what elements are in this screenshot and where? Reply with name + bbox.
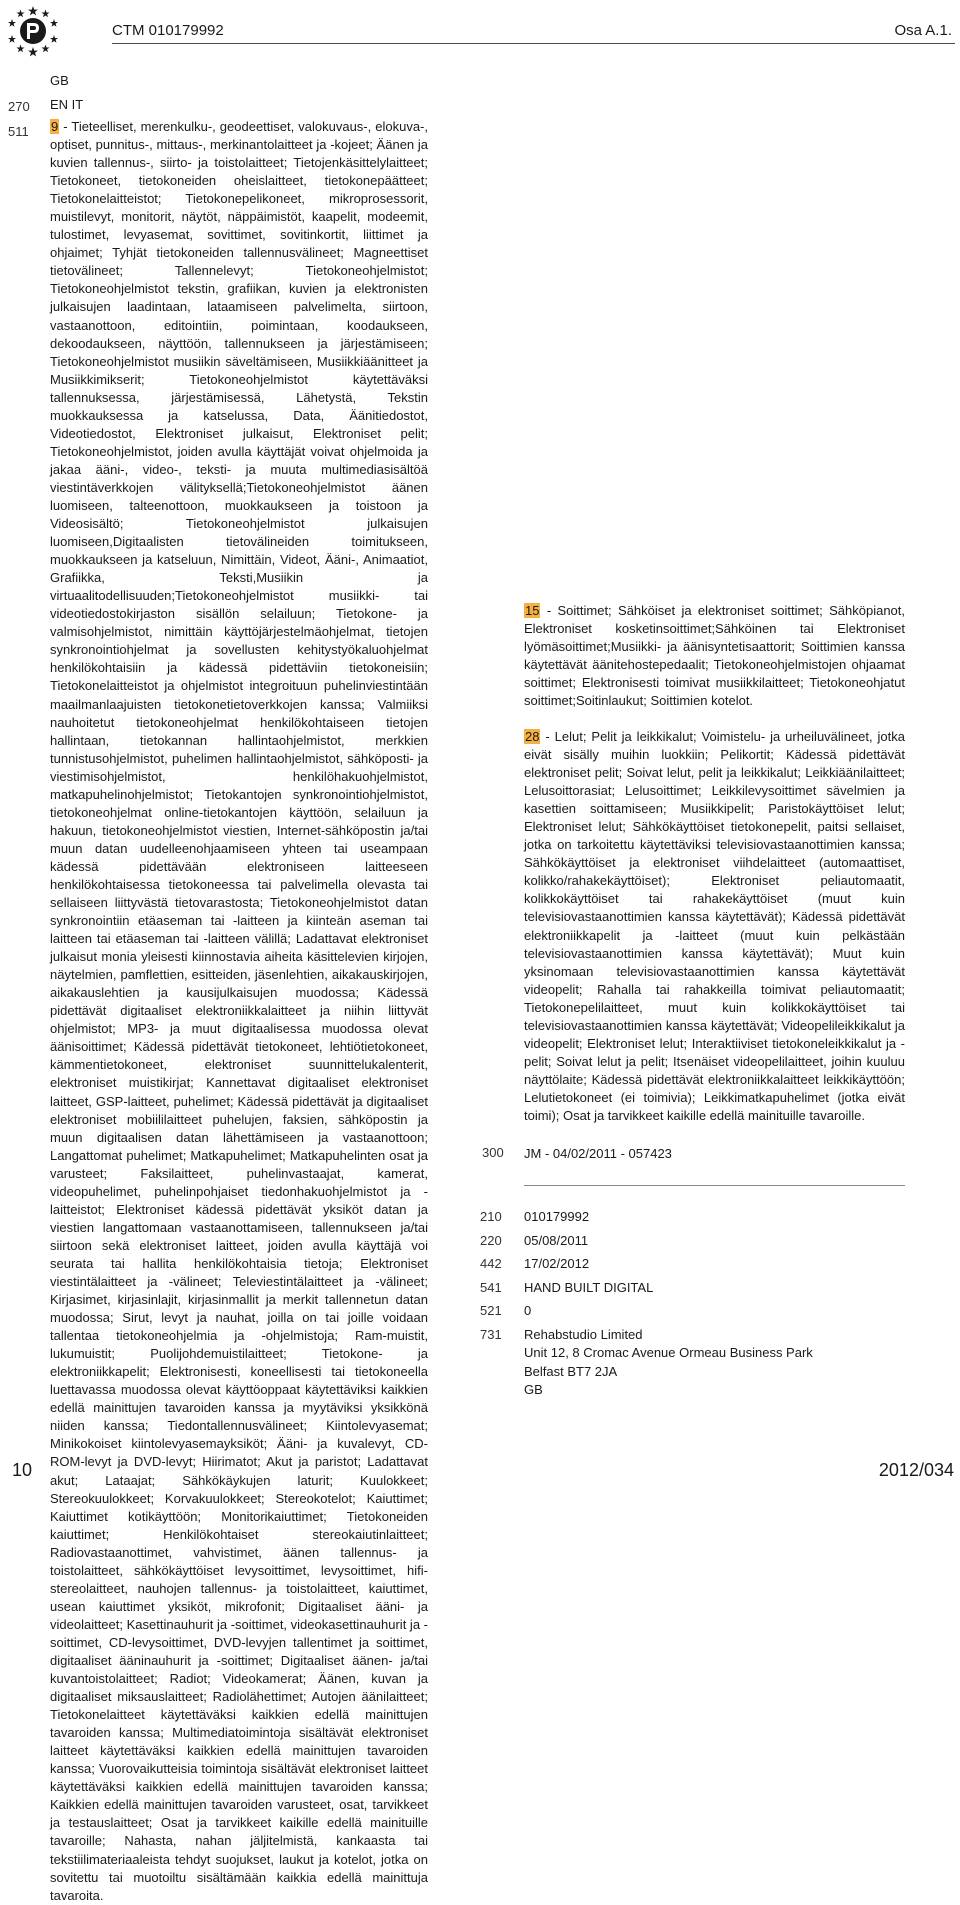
section-label: Osa A.1. — [894, 22, 952, 39]
biblio-code: 442 — [480, 1256, 502, 1271]
biblio-code: 521 — [480, 1303, 502, 1318]
class-9-paragraph — [50, 118, 428, 1905]
header-rule — [112, 43, 955, 44]
code-270: 270 — [8, 99, 30, 114]
left-column — [50, 72, 428, 1905]
class-9-text: - Tieteelliset, merenkulku-, geodeettiset, valokuvaus-, elokuva-, optiset, punnitus-, mittaus-, merkinantolaitteet ja -kojeet; Äänen ja kuvien tallennus-, siirto- ja toistolaitteet; Tietojenkäsittelylaitteet; Tietokoneet, tietokoneiden oheislaitteet, tietokonepäätteet; Tietokonelaitteistot; Tietokonepelikoneet, mikroprosessorit, muistilevyt, monitorit, näytöt, näppäimistöt, kaapelit, modeemit, tulostimet, levyasemat, sovittimet, sovitinkortit, liittimet ja ohjaimet; Tyhjät tietokoneiden tallennusvälineet; Magneettiset tietovälineet; Tallennelevyt; Tietokoneohjelmistot; Tietokoneohjelmistot tekstin, grafiikan, kuvien ja elektronisten julkaisujen laadintaan, lataamiseen palvelimelta, siirtoon, vastaanottoon, editointiin, poimintaan, koodaukseen, dekoodaukseen, näyttöön, tallennukseen ja järjestämiseen; Tietokoneohjelmistot musiikin säveltämiseen, Musiikkiäänitteet ja Musiikkimikserit; Tietokoneohjelmistot käytettäväksi tallennuksessa, järjestämisessä, Lähetystä, Tekstin muokkauksessa ja katselussa, Data, Äänitiedostot, Videotiedostot, Elektroniset julkaisut, Elektroniset pelit; Tietokoneohjelmistot, joiden avulla käyttäjät voivat ohjelmoida ja jakaa ääni-, video-, teksti- ja muuta multimediasisältöä viestintäverkkojen välityksellä;Tietokoneohjelmistot äänen luomiseen, talteenottoon, muokkaukseen ja toistoon ja Videosisältö; Tietokoneohjelmistot julkaisujen luomiseen,Digitaalisten tietovälineiden toimitukseen, muokkaukseen ja katseluun, Nimittäin, Videot, Ääni-, Animaatiot, Grafiikka, Teksti,Musiikin ja virtuaalitodellisuuden;Tietokoneohjelmistot musiikki- tai videotiedostokirjaston sisällön selailuun; Tietokone- ja valmisohjelmistot, nimittäin käyttöjärjestelmäohjelmat, tietojen synkronointiohjelmat ja sovellusten kehitystyökaluohjelmat henkilökohtaisiin ja kädessä pidettäviin tietokoneisiin; Tietokonelaitteistot ja ohjelmistot integroituun puhelinviestintään maailmanlaajuisten tietokonetietoverkkojen kanssa; Valmiiksi nauhoitetut tietokoneohjelmat henkilökohtaiseen tietojen hallintaan, tietokannan hallintaohjelmistot, merkkien tunnistusohjelmistot, puhelimen hallintaohjelmistot, sähköposti- ja viestimisohjelmistot, henkilöhakuohjelmistot, matkapuhelinohjelmistot; Tietokantojen synkronointiohjelmistot, tietokoneohjelmat online-tietokantojen käyttöön, selailuun ja hakuun, tietokoneohjelmistot viestien, Internet-sähköpostin ja/tai muun datan uudelleenohjaamiseen yhteen tai useampaan kädessä pidettävään elektroniseen laitteeseen henkilökohtaisessa tietokoneessa tai palvelimella olevasta tai sellaiseen liittyvästä tietovarastosta; Tietokoneohjelmistot datan synkronointiin etäaseman tai -laitteen ja kiinteän aseman tai laitteen tai etäaseman tai -laitteen välillä; Ladattavat elektroniset julkaisut monia yleisesti kiinnostavia aiheita käsittelevien kirjojen, näytelmien, pamflettien, esitteiden, jäsenlehtien, aikakauskirjojen, aikakauslehtien ja kausijulkaisujen muodossa; Kädessä pidettävät digitaaliset elektroniikkalaitteet ja niihin liittyvät ohjelmistot; MP3- ja muut digitaalisessa muodossa olevat äänisoittimet; Kädessä pidettävät tietokoneet, lehtiötietokoneet, kämmentietokoneet, elektroniset suunnittelukalenterit, elektroniset muistikirjat; Kannettavat digitaaliset elektroniset laitteet, GSP-laitteet, puhelimet; Kädessä pidettävät ja digitaaliset elektroniset mobiililaitteet puhelujen, faksien, sähköpostin ja muun digitaalisen datan lähettämiseen ja vastaanottoon; Langattomat puhelimet; Matkapuhelimet; Matkapuhelinten osat ja varusteet; Faksilaitteet, puhelinvastaajat, kamerat, videopuhelimet, puhelinpohjaiset tiedonhakuohjelmistot ja -laitteistot; Elektroniset kädessä pidettävät yksiköt datan ja viestien langattomaan vastaanottamiseen, tallennukseen ja/tai siirtoon sekä elektroniset laitteet, joiden avulla käyttäjä voi seurata tai hallita henkilökohtaisia tietoja; Elektroniset viestintälaitteet ja -välineet; Televiestintälaitteet ja -välineet; Kirjasimet, kirjasinlajit, kirjasinmallit ja merkit tallennetun datan muodossa; Sirut, levyt ja nauhat, joilla on tai joille voidaan tallentaa tietokoneohjelmia ja -ohjelmistoja; Ram-muistit, lukumuistit; Puolijohdemuistilaitteet; Tietokone- ja elektroniikkapelit; Elektronisesti, koneellisesti tai tietokoneella luettavassa muodossa olevat käyttöoppaat käytettäviksi kaikkien edellä mainittujen tavaroiden kanssa ja myytäviksi yksikkönä niiden kanssa; Tiedontallennusvälineet; Kiintolevyasemat; Minikokoiset kiintolevyasemayksiköt; Ääni- ja kuvalevyt, CD-ROM-levyt ja DVD-levyt; Hiirimatot; Akut ja paristot; Ladattavat akut; Lataajat; Sähkökäykujen laturit; Kuulokkeet; Stereokuulokkeet; Korvakuulokkeet; Stereokotelot; Kaiuttimet; Kaiuttimet kotikäyttöön; Monitorikaiuttimet; Tietokoneiden kaiuttimet; Henkilökohtaiset stereokaiutinlaitteet; Radiovastaanottimet, vahvistimet, äänen tallennus- ja toistolaitteet, sähkökäyttöiset levysoittimet, levysoittimet, hifi-stereolaitteet, nauhojen tallennus- ja toistolaitteet, kaiuttimet, usean kaiuttimet yksiköt, mikrofonit; Digitaaliset ääni- ja videolaitteet; Kasettinauhurit ja -soittimet, videokasettinauhurit ja -soittimet, CD-levysoittimet, DVD-levyjen tallentimet ja soittimet, digitaaliset ääninauhurit ja -soittimet; Digitaaliset äänen- ja/tai kuvantoistolaitteet; Radiot; Videokamerat; Äänen, kuvan ja digitaaliset miksauslaitteet; Radiolähettimet; Autojen äänilaitteet; Tietokonelaitteet käytettäväksi kaikkien edellä mainittujen tavaroiden kanssa; Multimediatoimintoja sisältävät elektroniset laitteet käytettäväksi kaikkien edellä mainittujen tavaroiden kanssa; Vuorovaikutteisia toimintoja sisältävät elektroniset laitteet käytettäväksi kaikkien edellä mainittujen tavaroiden kanssa; Kaikkien edellä mainittujen tavaroiden varusteet, osat, tarvikkeet ja testauslaitteet; Osat ja tarvikkeet kaikille edellä mainituille tavaroille; Nahasta, nahan jäljitelmistä, kankaasta tai tekstiilimateriaaleista tehdyt suojukset, laukut ja kotelot, jotka on sovitettu tai muotoiltu sisältämään kaikkia edellä mainittuja tavaroita. — [50, 119, 428, 1903]
owner-country: GB — [524, 1382, 543, 1397]
language-second: EN IT — [50, 97, 84, 112]
biblio-row — [480, 1255, 904, 1279]
owner-row — [480, 1326, 904, 1400]
biblio-separator — [524, 1185, 905, 1186]
class-28-text: - Lelut; Pelit ja leikkikalut; Voimistelu- ja urheiluvälineet, jotka eivät sisälly muihin luokkiin; Pelikortit; Kädessä pidettävät elektroniset pelit; Soivat lelut, pelit ja leikkikalut; Leikkiäänilaitteet; Lelusoittorasiat; Lelusoittimet; Leikkilevysoittimet sävelmien ja kasettien soittamiseen; Musiikkipelit; Paristokäyttöiset lelut; Elektroniset lelut; Sähkökäyttöiset tietokonepelit, paitsi sellaiset, jotka on tarkoitettu käytettäviksi televisiovastaanottimien kanssa; Sähkökäyttöiset ja elektroniset viihdelaitteet (automaattiset, kolikko/rahakekäyttöiset); Elektroniset peliautomaatit, kolikkokäyttöiset tai rahakekäyttöiset (muut kuin televisiovastaanottimien kanssa käytettävät); Kädessä pidettävät elektroniikkapelit ja -laitteet (muut kuin pelkästään televisiovastaanottimien kanssa käytettävät); Muut kuin yksinomaan televisiovastaanottimien kanssa käytettävät videopelit; Rahalla tai rahakkeilla toimivat peliautomaatit; Tietokonepelilaitteet, muut kuin kolikkokäyttöiset tai televisiovastaanottimien kanssa käytettävät; Videopelileikkikalut ja videopelit; Elektroniset lelut; Interaktiiviset tietokoneleikkikalut ja -pelit; Soivat lelut ja pelit; Itsenäiset videopelilaitteet, joihin kuuluu näyttölaite; Kädessä pidettävät elektroniikkalaitteet leikkikäyttöön; Lelutietokoneet (ei toimivia); Leikkimatkapuhelimet (jotka eivät toimi); Osat ja tarvikkeet kaikille edellä mainituille tavaroille. — [524, 729, 905, 1123]
biblio-code: 541 — [480, 1279, 502, 1295]
owner-address: Unit 12, 8 Cromac Avenue Ormeau Business Park — [524, 1345, 813, 1360]
language-first: GB — [50, 73, 69, 88]
biblio-row — [480, 1302, 904, 1326]
biblio-value: 17/02/2012 — [524, 1256, 590, 1271]
page-number: 10 — [12, 1460, 33, 1480]
owner-code: 731 — [480, 1326, 502, 1342]
document-number: CTM 010179992 — [112, 22, 224, 39]
class-28-number: 28 — [525, 729, 540, 744]
ohim-logo-icon — [6, 4, 60, 58]
code-511: 511 — [8, 124, 29, 139]
biblio-value: 05/08/2011 — [524, 1232, 589, 1248]
biblio-row — [480, 1232, 904, 1256]
biblio-row — [480, 1208, 904, 1232]
class-15-paragraph-wrap — [524, 602, 905, 710]
biblio-code: 210 — [480, 1209, 502, 1224]
owner-details — [524, 1326, 904, 1400]
bibliographic-data — [480, 1208, 904, 1400]
code-300: 300 — [482, 1145, 504, 1160]
biblio-value: HAND BUILT DIGITAL — [524, 1279, 654, 1295]
biblio-value: 0 — [524, 1303, 532, 1318]
biblio-row — [480, 1279, 904, 1303]
owner-name: Rehabstudio Limited — [524, 1326, 643, 1342]
class-28-paragraph — [524, 728, 905, 1125]
class-15-number: 15 — [525, 603, 540, 618]
publication-reference: JM - 04/02/2011 - 057423 — [524, 1146, 672, 1161]
class-15-paragraph — [524, 602, 905, 710]
class-9-number: 9 — [51, 119, 59, 134]
page-header — [0, 0, 960, 62]
class-15-text: - Soittimet; Sähköiset ja elektroniset soittimet; Sähköpianot, Elektroniset kosketinsoittimet;Sähköinen tai Elektroniset lyömäsoittimet;Musiikki- ja äänisyntetisaattorit; Soittimien kanssa käytettävät äänitehostepedaalit; Tietokoneohjelmistojen ohjaamat soittimet; Elektronisesti toimivat musiikkilaitteet; Tietokoneohjatut soittimet;Soitinlaukut; Soittimien kotelot. — [524, 603, 905, 709]
biblio-value: 010179992 — [524, 1209, 590, 1224]
biblio-code: 220 — [480, 1232, 502, 1248]
class-28-paragraph-wrap — [524, 728, 905, 1125]
issue-number: 2012/034 — [878, 1460, 954, 1480]
owner-city: Belfast BT7 2JA — [524, 1363, 618, 1379]
